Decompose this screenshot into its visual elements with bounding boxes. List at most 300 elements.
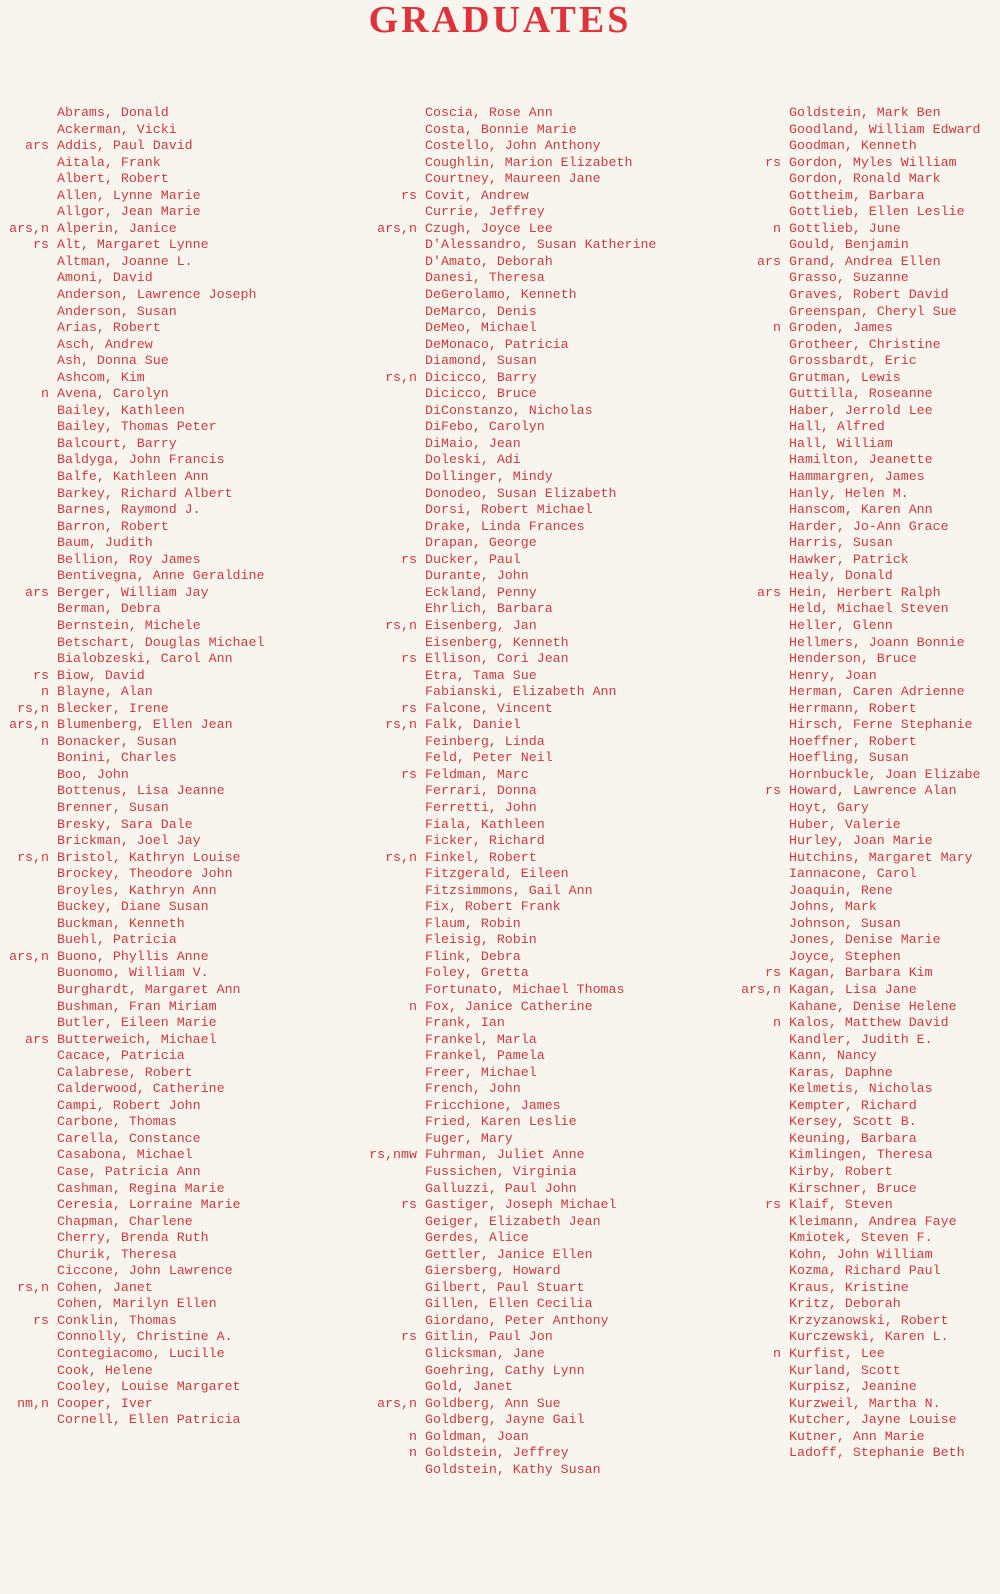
graduate-row bbox=[365, 320, 705, 337]
graduate-name: Bottenus, Lisa Jeanne bbox=[57, 783, 225, 799]
graduate-name: Jones, Denise Marie bbox=[789, 932, 941, 948]
honors-code: rs bbox=[401, 651, 417, 667]
graduate-name: Broyles, Kathryn Ann bbox=[57, 882, 217, 898]
graduate-row bbox=[735, 1263, 1000, 1280]
graduate-name: Fitzgerald, Eileen bbox=[425, 866, 569, 882]
graduate-name: Buckman, Kenneth bbox=[57, 915, 185, 931]
graduate-row bbox=[365, 1181, 705, 1198]
graduate-row bbox=[735, 353, 1000, 370]
graduate-row bbox=[365, 767, 705, 784]
graduate-name: Ash, Donna Sue bbox=[57, 353, 169, 369]
graduate-row bbox=[365, 585, 705, 602]
graduate-name: Dollinger, Mindy bbox=[425, 469, 553, 485]
graduate-name: Albert, Robert bbox=[57, 171, 169, 187]
graduate-row bbox=[0, 452, 340, 469]
graduate-name: Eisenberg, Jan bbox=[425, 617, 537, 633]
graduate-name: Doleski, Adi bbox=[425, 452, 521, 468]
graduate-row bbox=[365, 651, 705, 668]
graduate-name: Cornell, Ellen Patricia bbox=[57, 1412, 241, 1428]
graduate-row bbox=[365, 949, 705, 966]
graduate-row bbox=[735, 949, 1000, 966]
graduate-name: Henry, Joan bbox=[789, 667, 877, 683]
graduate-row bbox=[735, 1214, 1000, 1231]
graduate-row bbox=[0, 1230, 340, 1247]
graduate-name: Buonomo, William V. bbox=[57, 965, 209, 981]
graduate-row bbox=[365, 1280, 705, 1297]
graduate-name: Eisenberg, Kenneth bbox=[425, 634, 569, 650]
graduate-name: Bailey, Thomas Peter bbox=[57, 419, 217, 435]
graduate-name: Haber, Jerrold Lee bbox=[789, 402, 933, 418]
graduate-row bbox=[0, 171, 340, 188]
honors-code: rs bbox=[33, 237, 49, 253]
graduate-name: Dicicco, Bruce bbox=[425, 386, 537, 402]
graduate-name: Hellmers, Joann Bonnie bbox=[789, 634, 965, 650]
graduate-row bbox=[735, 883, 1000, 900]
graduate-name: Frank, Ian bbox=[425, 1015, 505, 1031]
graduate-name: DeMonaco, Patricia bbox=[425, 336, 569, 352]
graduate-name: Fried, Karen Leslie bbox=[425, 1114, 577, 1130]
graduate-name: Geiger, Elizabeth Jean bbox=[425, 1213, 601, 1229]
graduate-name: Fuger, Mary bbox=[425, 1130, 513, 1146]
graduate-row bbox=[0, 552, 340, 569]
graduate-row bbox=[365, 1048, 705, 1065]
graduate-row bbox=[0, 899, 340, 916]
graduate-name: Kmiotek, Steven F. bbox=[789, 1230, 933, 1246]
graduate-row bbox=[0, 1412, 340, 1429]
graduate-row bbox=[0, 982, 340, 999]
graduate-row bbox=[735, 850, 1000, 867]
graduate-row bbox=[735, 1114, 1000, 1131]
graduate-name: Guttilla, Roseanne bbox=[789, 386, 933, 402]
graduate-name: Cohen, Marilyn Ellen bbox=[57, 1296, 217, 1312]
graduate-name: Gilbert, Paul Stuart bbox=[425, 1279, 585, 1295]
graduate-row bbox=[365, 1015, 705, 1032]
honors-code: rs bbox=[33, 667, 49, 683]
graduate-name: Bernstein, Michele bbox=[57, 617, 201, 633]
graduate-row bbox=[0, 949, 340, 966]
graduate-name: Ducker, Paul bbox=[425, 551, 521, 567]
graduate-row bbox=[735, 1346, 1000, 1363]
graduate-row bbox=[365, 850, 705, 867]
graduate-name: Ficker, Richard bbox=[425, 833, 545, 849]
graduate-name: Keuning, Barbara bbox=[789, 1130, 917, 1146]
graduate-row bbox=[735, 237, 1000, 254]
graduate-row bbox=[735, 684, 1000, 701]
graduate-row bbox=[365, 1363, 705, 1380]
graduate-row bbox=[0, 1131, 340, 1148]
page-title: GRADUATES bbox=[368, 0, 632, 41]
graduate-name: Harder, Jo-Ann Grace bbox=[789, 518, 949, 534]
graduate-row bbox=[365, 1263, 705, 1280]
graduate-row bbox=[365, 1396, 705, 1413]
graduate-row bbox=[735, 783, 1000, 800]
graduate-name: Brockey, Theodore John bbox=[57, 866, 233, 882]
graduate-name: Hammargren, James bbox=[789, 469, 925, 485]
honors-code: rs bbox=[401, 551, 417, 567]
graduate-name: Hawker, Patrick bbox=[789, 551, 909, 567]
graduate-row bbox=[0, 684, 340, 701]
graduate-name: Falk, Daniel bbox=[425, 717, 521, 733]
graduate-row bbox=[0, 1214, 340, 1231]
graduate-name: Johnson, Susan bbox=[789, 915, 901, 931]
graduate-row bbox=[735, 1015, 1000, 1032]
graduate-name: Fiala, Kathleen bbox=[425, 816, 545, 832]
graduate-name: Frankel, Marla bbox=[425, 1031, 537, 1047]
graduate-row bbox=[735, 899, 1000, 916]
graduate-name: Buono, Phyllis Anne bbox=[57, 948, 209, 964]
graduate-row bbox=[0, 386, 340, 403]
graduate-row bbox=[365, 618, 705, 635]
graduate-name: Abrams, Donald bbox=[57, 105, 169, 120]
graduate-name: Ciccone, John Lawrence bbox=[57, 1263, 233, 1279]
graduate-row bbox=[735, 287, 1000, 304]
graduate-row bbox=[735, 717, 1000, 734]
graduate-name: Currie, Jeffrey bbox=[425, 204, 545, 220]
graduate-name: Kritz, Deborah bbox=[789, 1296, 901, 1312]
graduate-name: Hirsch, Ferne Stephanie bbox=[789, 717, 973, 733]
honors-code: rs bbox=[401, 700, 417, 716]
graduate-row bbox=[365, 486, 705, 503]
graduate-name: Alt, Margaret Lynne bbox=[57, 237, 209, 253]
graduate-name: Kohn, John William bbox=[789, 1246, 933, 1262]
graduate-name: Asch, Andrew bbox=[57, 336, 153, 352]
graduate-name: French, John bbox=[425, 1081, 521, 1097]
graduate-row bbox=[0, 1015, 340, 1032]
graduate-row bbox=[365, 221, 705, 238]
graduate-name: Goehring, Cathy Lynn bbox=[425, 1362, 585, 1378]
graduate-row bbox=[735, 1164, 1000, 1181]
graduate-row bbox=[0, 353, 340, 370]
graduate-name: Hurley, Joan Marie bbox=[789, 833, 933, 849]
graduate-row bbox=[735, 1081, 1000, 1098]
graduate-row bbox=[0, 337, 340, 354]
honors-code: n bbox=[409, 1445, 417, 1461]
honors-code: rs bbox=[401, 187, 417, 203]
graduate-name: Falcone, Vincent bbox=[425, 700, 553, 716]
graduate-row bbox=[365, 701, 705, 718]
graduate-name: Kraus, Kristine bbox=[789, 1279, 909, 1295]
graduate-name: Joyce, Stephen bbox=[789, 948, 901, 964]
graduate-row bbox=[0, 320, 340, 337]
graduate-name: Blumenberg, Ellen Jean bbox=[57, 717, 233, 733]
graduate-name: Karas, Daphne bbox=[789, 1064, 893, 1080]
graduate-row bbox=[365, 717, 705, 734]
graduate-name: Howard, Lawrence Alan bbox=[789, 783, 957, 799]
graduate-name: Goldstein, Kathy Susan bbox=[425, 1461, 601, 1477]
graduate-row bbox=[735, 932, 1000, 949]
graduate-name: Goldstein, Mark Ben bbox=[789, 105, 941, 120]
honors-code: ars bbox=[757, 584, 781, 600]
graduate-row bbox=[735, 469, 1000, 486]
graduate-row bbox=[735, 1197, 1000, 1214]
graduate-name: Kurland, Scott bbox=[789, 1362, 901, 1378]
graduate-name: Boo, John bbox=[57, 766, 129, 782]
graduate-name: Brenner, Susan bbox=[57, 799, 169, 815]
graduate-row bbox=[365, 601, 705, 618]
graduate-row bbox=[365, 668, 705, 685]
graduate-row bbox=[365, 1313, 705, 1330]
graduate-name: Costello, John Anthony bbox=[425, 138, 601, 154]
honors-code: rs bbox=[765, 1197, 781, 1213]
graduate-row bbox=[735, 1445, 1000, 1462]
honors-code: ars bbox=[25, 1031, 49, 1047]
graduate-row bbox=[0, 419, 340, 436]
graduate-row bbox=[0, 1098, 340, 1115]
graduate-name: Anderson, Susan bbox=[57, 303, 177, 319]
graduate-name: Healy, Donald bbox=[789, 568, 893, 584]
graduate-name: Drapan, George bbox=[425, 535, 537, 551]
graduate-row bbox=[735, 155, 1000, 172]
graduate-name: DiFebo, Carolyn bbox=[425, 419, 545, 435]
graduate-row bbox=[365, 552, 705, 569]
graduate-row bbox=[365, 734, 705, 751]
graduate-name: Bellion, Roy James bbox=[57, 551, 201, 567]
graduate-name: Goldman, Joan bbox=[425, 1428, 529, 1444]
honors-code: rs,nmw bbox=[369, 1147, 417, 1163]
graduate-name: Flaum, Robin bbox=[425, 915, 521, 931]
honors-code: ars,n bbox=[741, 981, 781, 997]
graduate-name: Churik, Theresa bbox=[57, 1246, 177, 1262]
graduate-row bbox=[0, 635, 340, 652]
graduate-name: Cohen, Janet bbox=[57, 1279, 153, 1295]
graduate-row bbox=[0, 734, 340, 751]
honors-code: rs bbox=[765, 965, 781, 981]
graduate-row bbox=[735, 734, 1000, 751]
graduate-name: Connolly, Christine A. bbox=[57, 1329, 233, 1345]
graduate-row bbox=[365, 1147, 705, 1164]
graduate-row bbox=[365, 1065, 705, 1082]
graduate-row bbox=[365, 783, 705, 800]
graduate-row bbox=[735, 668, 1000, 685]
graduate-row bbox=[735, 1329, 1000, 1346]
graduate-name: Avena, Carolyn bbox=[57, 386, 169, 402]
honors-code: rs,n bbox=[17, 849, 49, 865]
graduate-name: Cashman, Regina Marie bbox=[57, 1180, 225, 1196]
graduate-name: Hoeffner, Robert bbox=[789, 733, 917, 749]
graduate-row bbox=[735, 916, 1000, 933]
graduate-name: Betschart, Douglas Michael bbox=[57, 634, 265, 650]
graduate-row bbox=[735, 552, 1000, 569]
graduate-row bbox=[0, 1164, 340, 1181]
graduate-row bbox=[0, 1329, 340, 1346]
honors-code: n bbox=[773, 220, 781, 236]
graduate-row bbox=[0, 1396, 340, 1413]
graduate-row bbox=[0, 122, 340, 139]
graduate-row bbox=[0, 204, 340, 221]
graduate-row bbox=[0, 750, 340, 767]
honors-code: rs bbox=[765, 154, 781, 170]
graduate-name: Bonacker, Susan bbox=[57, 733, 177, 749]
graduate-row bbox=[0, 932, 340, 949]
graduate-row bbox=[0, 568, 340, 585]
graduate-name: Hoefling, Susan bbox=[789, 750, 909, 766]
graduate-name: Conklin, Thomas bbox=[57, 1312, 177, 1328]
graduate-name: Carella, Constance bbox=[57, 1130, 201, 1146]
graduate-name: Joaquin, Rene bbox=[789, 882, 893, 898]
graduate-name: Kutner, Ann Marie bbox=[789, 1428, 925, 1444]
graduate-name: Kersey, Scott B. bbox=[789, 1114, 917, 1130]
graduates-column-1 bbox=[0, 105, 340, 1429]
graduate-name: Groden, James bbox=[789, 320, 893, 336]
graduate-row bbox=[735, 1296, 1000, 1313]
graduate-name: Fussichen, Virginia bbox=[425, 1164, 577, 1179]
graduate-row bbox=[365, 883, 705, 900]
graduate-name: Kagan, Lisa Jane bbox=[789, 981, 917, 997]
graduate-row bbox=[735, 651, 1000, 668]
graduate-row bbox=[0, 155, 340, 172]
graduate-row bbox=[365, 1379, 705, 1396]
graduate-name: Case, Patricia Ann bbox=[57, 1164, 201, 1179]
graduate-name: Kelmetis, Nicholas bbox=[789, 1081, 933, 1097]
graduate-row bbox=[735, 1147, 1000, 1164]
graduate-name: Kandler, Judith E. bbox=[789, 1031, 933, 1047]
graduate-row bbox=[365, 1247, 705, 1264]
graduate-name: Foley, Gretta bbox=[425, 965, 529, 981]
graduate-name: Hanscom, Karen Ann bbox=[789, 502, 933, 518]
graduate-name: Etra, Tama Sue bbox=[425, 667, 537, 683]
graduate-name: Ferretti, John bbox=[425, 799, 537, 815]
graduate-name: Hall, Alfred bbox=[789, 419, 885, 435]
graduate-row bbox=[0, 304, 340, 321]
graduate-row bbox=[0, 188, 340, 205]
graduate-name: Kirby, Robert bbox=[789, 1164, 893, 1179]
honors-code: n bbox=[409, 998, 417, 1014]
graduate-name: Gold, Janet bbox=[425, 1379, 513, 1395]
graduate-row bbox=[365, 635, 705, 652]
graduate-name: Calderwood, Catherine bbox=[57, 1081, 225, 1097]
graduate-name: Balcourt, Barry bbox=[57, 435, 177, 451]
graduate-row bbox=[365, 403, 705, 420]
graduate-name: Galluzzi, Paul John bbox=[425, 1180, 577, 1196]
graduate-row bbox=[735, 1280, 1000, 1297]
graduate-name: Herman, Caren Adrienne bbox=[789, 684, 965, 700]
graduate-row bbox=[0, 1346, 340, 1363]
graduate-row bbox=[735, 221, 1000, 238]
graduate-row bbox=[735, 1379, 1000, 1396]
graduate-row bbox=[365, 469, 705, 486]
graduate-row bbox=[735, 1247, 1000, 1264]
graduate-row bbox=[0, 519, 340, 536]
graduate-name: Kahane, Denise Helene bbox=[789, 998, 957, 1014]
graduate-row bbox=[735, 304, 1000, 321]
graduate-row bbox=[365, 833, 705, 850]
graduate-name: Bristol, Kathryn Louise bbox=[57, 849, 241, 865]
graduate-name: Cacace, Patricia bbox=[57, 1048, 185, 1064]
graduate-row bbox=[735, 270, 1000, 287]
graduate-name: Butler, Eileen Marie bbox=[57, 1015, 217, 1031]
graduate-name: Kempter, Richard bbox=[789, 1097, 917, 1113]
graduate-row bbox=[365, 1114, 705, 1131]
graduate-row bbox=[0, 535, 340, 552]
graduate-name: Goldberg, Ann Sue bbox=[425, 1395, 561, 1411]
graduate-row bbox=[365, 155, 705, 172]
graduate-row bbox=[365, 1197, 705, 1214]
graduate-name: Bushman, Fran Miriam bbox=[57, 998, 217, 1014]
graduate-row bbox=[0, 436, 340, 453]
graduate-name: Hein, Herbert Ralph bbox=[789, 584, 941, 600]
graduate-row bbox=[0, 1048, 340, 1065]
graduate-row bbox=[735, 436, 1000, 453]
graduate-name: Carbone, Thomas bbox=[57, 1114, 177, 1130]
graduate-row bbox=[735, 337, 1000, 354]
graduate-row bbox=[0, 800, 340, 817]
graduate-name: Campi, Robert John bbox=[57, 1097, 201, 1113]
graduate-row bbox=[0, 237, 340, 254]
graduate-name: Klaif, Steven bbox=[789, 1197, 893, 1213]
graduate-name: Baum, Judith bbox=[57, 535, 153, 551]
graduates-column-2 bbox=[365, 105, 705, 1478]
graduate-name: Cooley, Louise Margaret bbox=[57, 1379, 241, 1395]
graduate-row bbox=[365, 1296, 705, 1313]
graduates-column-3 bbox=[735, 105, 1000, 1462]
graduate-name: Blayne, Alan bbox=[57, 684, 153, 700]
graduate-row bbox=[365, 122, 705, 139]
graduate-name: Gastiger, Joseph Michael bbox=[425, 1197, 617, 1213]
graduate-name: Kimlingen, Theresa bbox=[789, 1147, 933, 1163]
graduate-row bbox=[735, 204, 1000, 221]
graduate-row bbox=[735, 105, 1000, 122]
graduate-row bbox=[365, 1098, 705, 1115]
graduate-row bbox=[0, 1081, 340, 1098]
graduate-name: Dorsi, Robert Michael bbox=[425, 502, 593, 518]
graduate-name: Cook, Helene bbox=[57, 1362, 153, 1378]
graduate-name: Bonini, Charles bbox=[57, 750, 177, 766]
graduate-name: Czugh, Joyce Lee bbox=[425, 220, 553, 236]
graduate-name: Ashcom, Kim bbox=[57, 369, 145, 385]
graduate-row bbox=[0, 783, 340, 800]
honors-code: ars bbox=[25, 138, 49, 154]
graduate-name: Balfe, Kathleen Ann bbox=[57, 469, 209, 485]
graduate-row bbox=[365, 1131, 705, 1148]
honors-code: ars,n bbox=[9, 717, 49, 733]
graduate-row bbox=[735, 1048, 1000, 1065]
graduate-row bbox=[365, 1081, 705, 1098]
graduate-row bbox=[735, 254, 1000, 271]
honors-code: n bbox=[773, 1346, 781, 1362]
honors-code: rs bbox=[401, 1197, 417, 1213]
honors-code: rs,n bbox=[17, 700, 49, 716]
honors-code: rs,n bbox=[385, 717, 417, 733]
graduate-row bbox=[365, 270, 705, 287]
graduate-name: Danesi, Theresa bbox=[425, 270, 545, 286]
honors-code: ars,n bbox=[9, 220, 49, 236]
graduate-name: Herrmann, Robert bbox=[789, 700, 917, 716]
graduate-name: Hoyt, Gary bbox=[789, 799, 869, 815]
graduate-row bbox=[0, 618, 340, 635]
graduate-row bbox=[0, 717, 340, 734]
graduate-row bbox=[735, 1230, 1000, 1247]
graduate-name: Covit, Andrew bbox=[425, 187, 529, 203]
graduate-name: Altman, Joanne L. bbox=[57, 253, 193, 269]
graduate-row bbox=[735, 635, 1000, 652]
graduate-name: Fleisig, Robin bbox=[425, 932, 537, 948]
graduate-row bbox=[735, 800, 1000, 817]
graduate-row bbox=[0, 370, 340, 387]
graduate-name: Diamond, Susan bbox=[425, 353, 537, 369]
graduate-name: Kozma, Richard Paul bbox=[789, 1263, 941, 1279]
graduate-name: Frankel, Pamela bbox=[425, 1048, 545, 1064]
graduate-name: Fortunato, Michael Thomas bbox=[425, 981, 625, 997]
graduate-name: Durante, John bbox=[425, 568, 529, 584]
graduate-name: Grasso, Suzanne bbox=[789, 270, 909, 286]
graduate-row bbox=[0, 651, 340, 668]
graduate-row bbox=[0, 486, 340, 503]
graduate-row bbox=[0, 1032, 340, 1049]
graduate-name: Flink, Debra bbox=[425, 948, 521, 964]
graduate-name: Fabianski, Elizabeth Ann bbox=[425, 684, 617, 700]
graduate-name: Buckey, Diane Susan bbox=[57, 899, 209, 915]
graduate-row bbox=[0, 668, 340, 685]
